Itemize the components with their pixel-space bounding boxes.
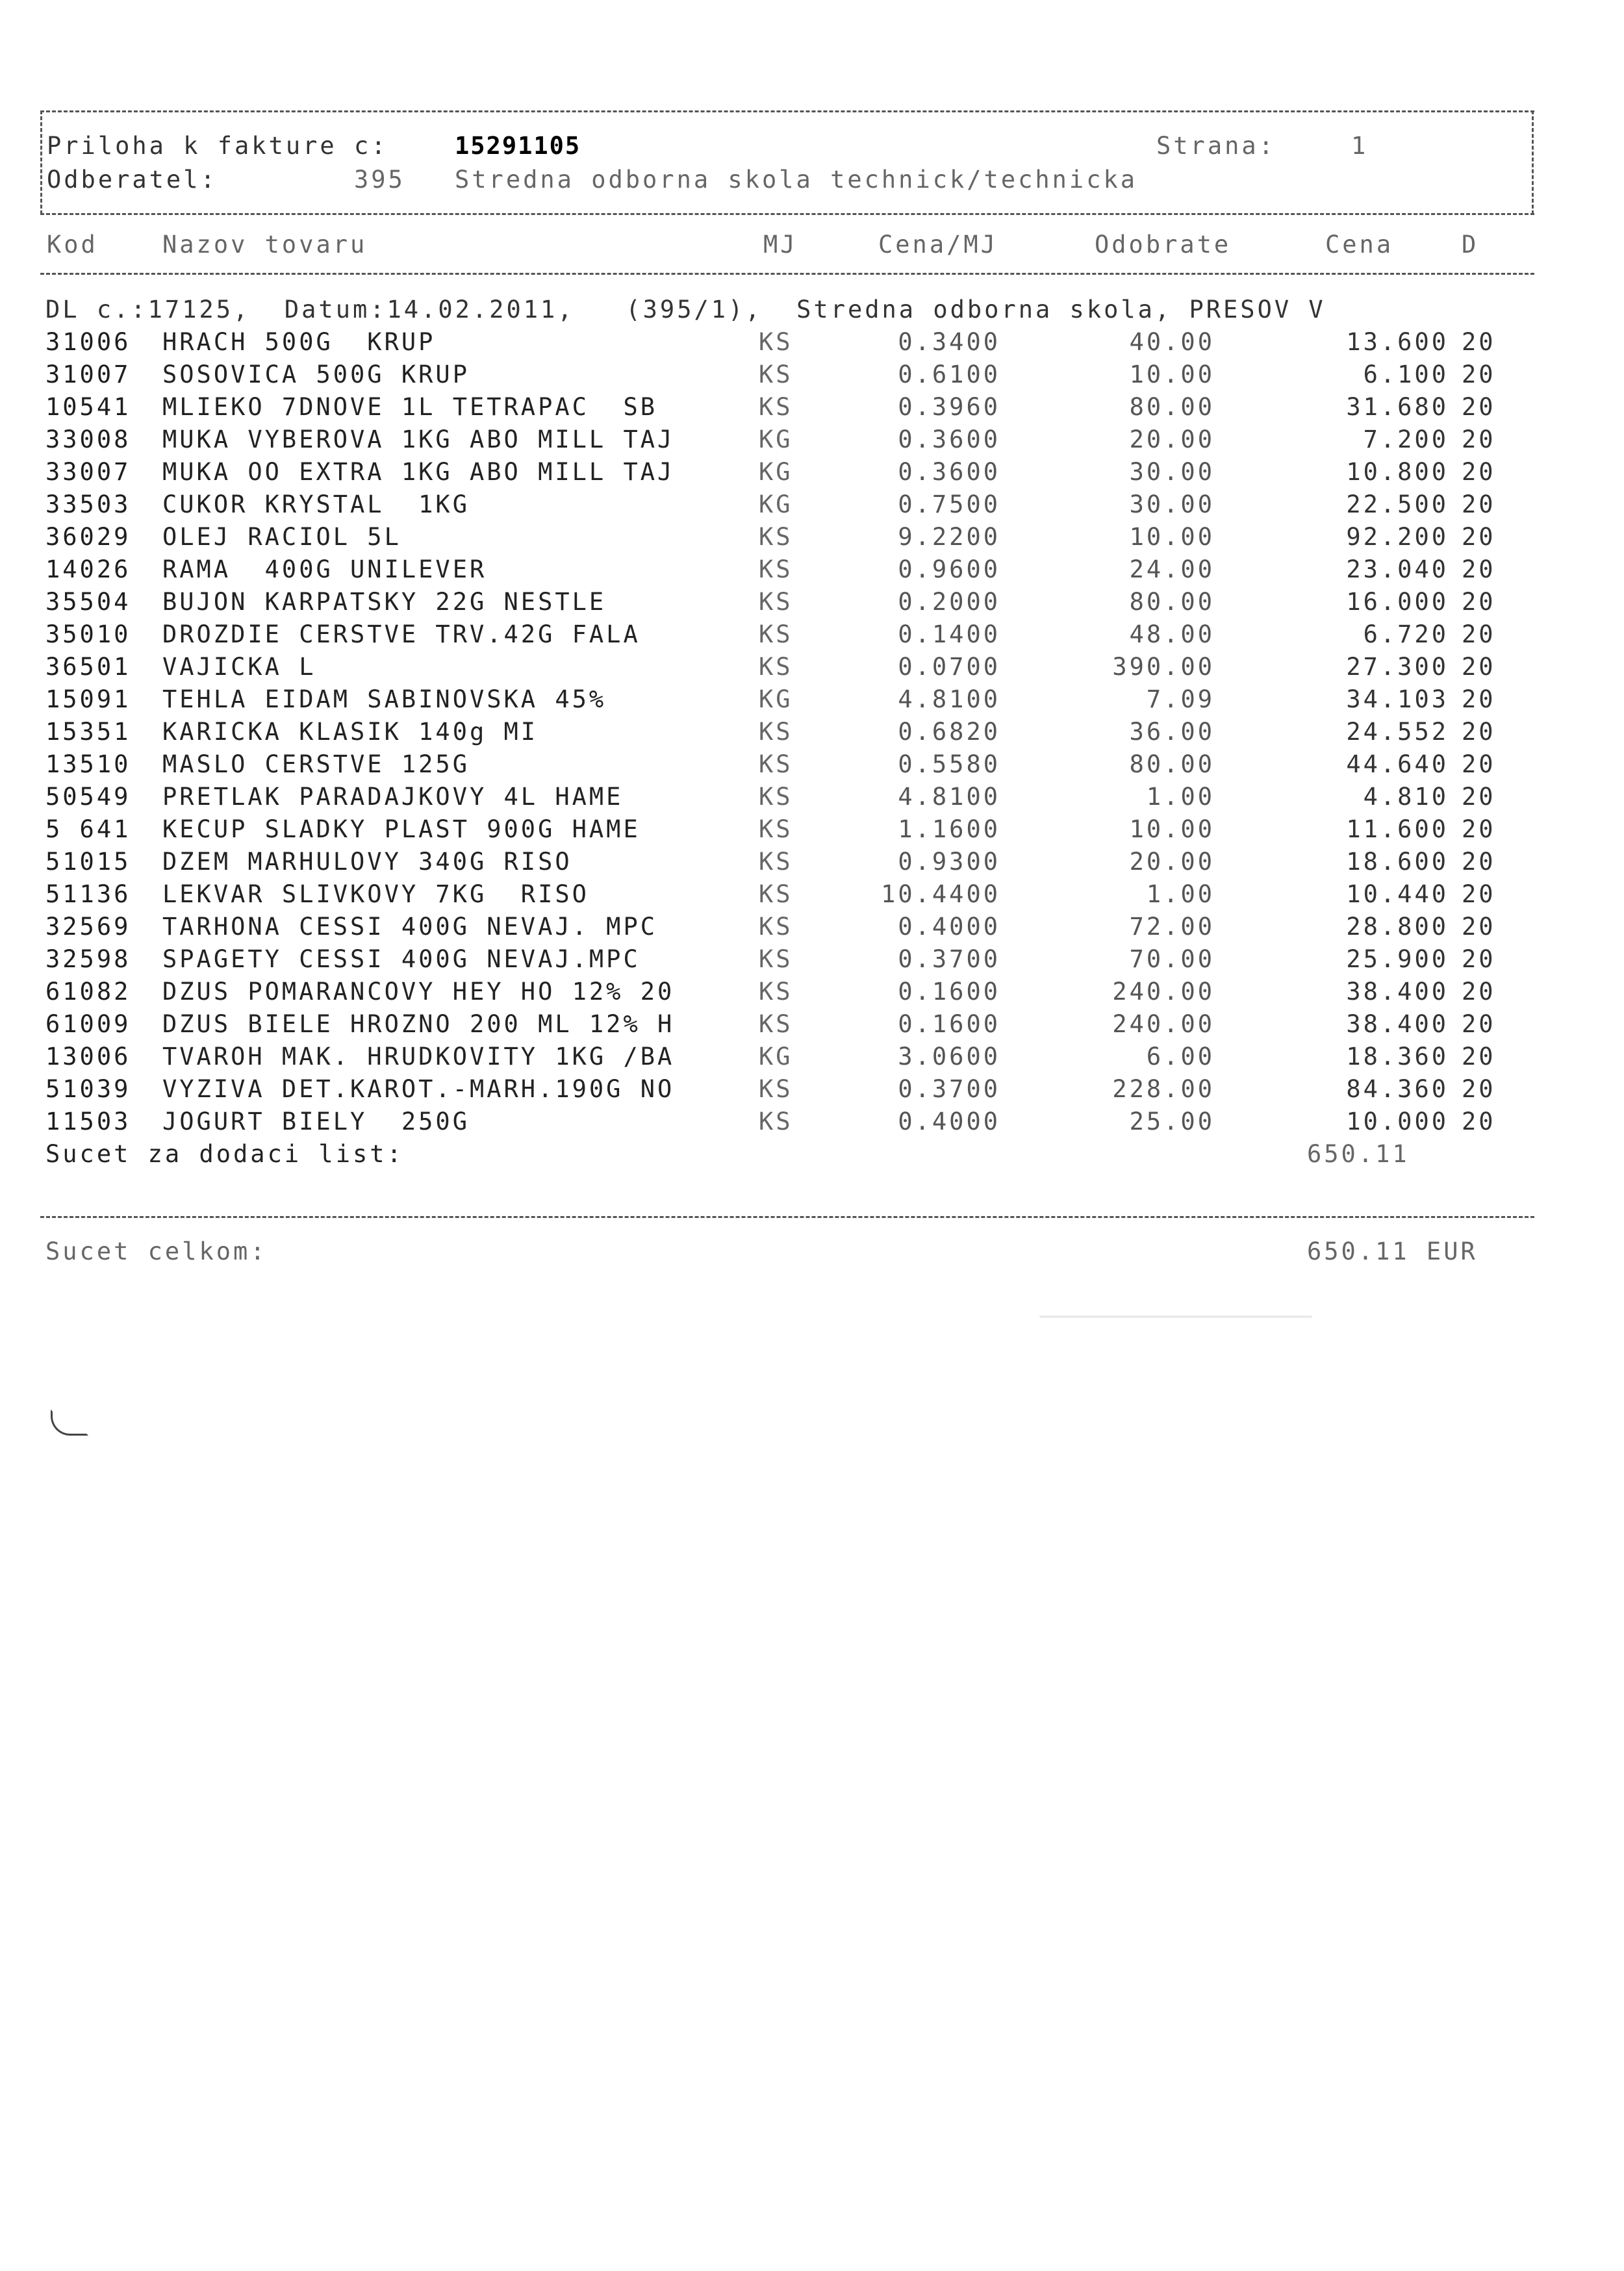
item-quantity: 10.00 [1129, 815, 1215, 843]
item-unit: KS [759, 1108, 793, 1136]
item-unit-price: 0.1600 [898, 1010, 1000, 1038]
item-quantity: 20.00 [1129, 848, 1215, 876]
table-row [0, 683, 1624, 716]
col-header-quantity: Odobrate [1095, 231, 1232, 259]
item-quantity: 30.00 [1129, 490, 1215, 518]
item-name: VYZIVA DET.KAROT.-MARH.190G NO [162, 1075, 675, 1103]
table-row [0, 976, 1624, 1008]
item-code: 35504 [45, 588, 131, 616]
item-unit-price: 0.3700 [898, 1075, 1000, 1103]
item-vat: 20 [1462, 1043, 1496, 1071]
item-price: 24.552 [1346, 718, 1449, 746]
item-name: HRACH 500G KRUP [162, 328, 436, 356]
item-name: JOGURT BIELY 250G [162, 1108, 470, 1136]
item-price: 22.500 [1346, 490, 1449, 518]
header-bottom-border [40, 213, 1534, 215]
item-unit: KS [759, 783, 793, 811]
item-unit: KG [759, 458, 793, 486]
item-name: DROZDIE CERSTVE TRV.42G FALA [162, 620, 641, 648]
table-row [0, 813, 1624, 846]
subtotal-label: Sucet za dodaci list: [45, 1140, 404, 1168]
item-unit: KS [759, 620, 793, 648]
title-label: Priloha k fakture c: [47, 132, 388, 160]
col-header-name: Nazov tovaru [162, 231, 368, 259]
item-unit-price: 3.0600 [898, 1043, 1000, 1071]
table-row [0, 521, 1624, 553]
table-row [0, 424, 1624, 456]
header-left-border [40, 110, 42, 214]
item-unit-price: 0.2000 [898, 588, 1000, 616]
item-price: 84.360 [1346, 1075, 1449, 1103]
scan-smudge [1039, 1315, 1312, 1318]
item-code: 61009 [45, 1010, 131, 1038]
item-code: 32569 [45, 913, 131, 941]
item-unit-price: 4.8100 [898, 685, 1000, 713]
item-quantity: 390.00 [1112, 653, 1215, 681]
item-code: 61082 [45, 978, 131, 1006]
item-code: 50549 [45, 783, 131, 811]
item-price: 6.720 [1363, 620, 1449, 648]
table-row [0, 586, 1624, 618]
item-unit: KS [759, 848, 793, 876]
item-price: 7.200 [1363, 425, 1449, 453]
item-unit-price: 0.3600 [898, 458, 1000, 486]
item-vat: 20 [1462, 750, 1496, 778]
item-price: 16.000 [1346, 588, 1449, 616]
item-name: MUKA OO EXTRA 1KG ABO MILL TAJ [162, 458, 675, 486]
table-row [0, 391, 1624, 424]
item-unit: KG [759, 1043, 793, 1071]
table-row [0, 553, 1624, 586]
col-header-unit: MJ [763, 231, 798, 259]
item-price: 10.000 [1346, 1108, 1449, 1136]
col-header-unit-price: Cena/MJ [878, 231, 998, 259]
total-divider [40, 1216, 1534, 1218]
item-quantity: 40.00 [1129, 328, 1215, 356]
item-name: PRETLAK PARADAJKOVY 4L HAME [162, 783, 624, 811]
table-row [0, 1106, 1624, 1138]
item-quantity: 80.00 [1129, 588, 1215, 616]
item-vat: 20 [1462, 588, 1496, 616]
item-unit: KS [759, 880, 793, 908]
item-unit-price: 10.4400 [881, 880, 1000, 908]
table-row [0, 748, 1624, 781]
item-quantity: 20.00 [1129, 425, 1215, 453]
item-price: 31.680 [1346, 393, 1449, 421]
item-code: 51136 [45, 880, 131, 908]
item-unit-price: 0.1600 [898, 978, 1000, 1006]
item-price: 10.440 [1346, 880, 1449, 908]
item-price: 11.600 [1346, 815, 1449, 843]
header-top-border [40, 110, 1534, 112]
item-vat: 20 [1462, 328, 1496, 356]
item-code: 15351 [45, 718, 131, 746]
item-unit: KS [759, 328, 793, 356]
table-row [0, 1041, 1624, 1073]
item-vat: 20 [1462, 490, 1496, 518]
table-row [0, 618, 1624, 651]
item-unit-price: 0.6820 [898, 718, 1000, 746]
item-unit-price: 4.8100 [898, 783, 1000, 811]
total-label: Sucet celkom: [45, 1237, 268, 1265]
pen-mark [51, 1410, 88, 1436]
item-quantity: 6.00 [1146, 1043, 1215, 1071]
item-unit-price: 0.3700 [898, 945, 1000, 973]
item-name: DZUS POMARANCOVY HEY HO 12% 20 [162, 978, 675, 1006]
item-quantity: 228.00 [1112, 1075, 1215, 1103]
item-price: 18.360 [1346, 1043, 1449, 1071]
table-row [0, 456, 1624, 488]
item-code: 15091 [45, 685, 131, 713]
item-unit: KS [759, 523, 793, 551]
item-price: 27.300 [1346, 653, 1449, 681]
item-unit: KG [759, 490, 793, 518]
item-unit-price: 0.4000 [898, 1108, 1000, 1136]
item-unit: KS [759, 750, 793, 778]
item-vat: 20 [1462, 361, 1496, 388]
table-row [0, 1008, 1624, 1041]
item-unit-price: 9.2200 [898, 523, 1000, 551]
item-unit: KS [759, 653, 793, 681]
col-header-code: Kod [47, 231, 98, 259]
item-price: 4.810 [1363, 783, 1449, 811]
header-right-border [1532, 110, 1534, 214]
item-unit: KS [759, 718, 793, 746]
invoice-number: 15291105 [455, 132, 581, 160]
item-quantity: 7.09 [1146, 685, 1215, 713]
item-name: BUJON KARPATSKY 22G NESTLE [162, 588, 607, 616]
item-vat: 20 [1462, 783, 1496, 811]
item-price: 25.900 [1346, 945, 1449, 973]
item-unit: KS [759, 1010, 793, 1038]
item-code: 14026 [45, 555, 131, 583]
item-name: DZEM MARHULOVY 340G RISO [162, 848, 572, 876]
total-value: 650.11 EUR [1307, 1237, 1478, 1265]
table-row [0, 1073, 1624, 1106]
item-vat: 20 [1462, 1075, 1496, 1103]
item-vat: 20 [1462, 393, 1496, 421]
item-unit: KS [759, 555, 793, 583]
item-price: 13.600 [1346, 328, 1449, 356]
item-code: 5 641 [45, 815, 131, 843]
item-price: 92.200 [1346, 523, 1449, 551]
item-quantity: 240.00 [1112, 978, 1215, 1006]
item-price: 18.600 [1346, 848, 1449, 876]
customer-label: Odberatel: [47, 166, 218, 194]
customer-id: 395 [354, 166, 405, 194]
item-code: 51039 [45, 1075, 131, 1103]
item-name: OLEJ RACIOL 5L [162, 523, 401, 551]
item-price: 34.103 [1346, 685, 1449, 713]
item-name: TEHLA EIDAM SABINOVSKA 45% [162, 685, 607, 713]
item-code: 33008 [45, 425, 131, 453]
item-vat: 20 [1462, 978, 1496, 1006]
item-name: CUKOR KRYSTAL 1KG [162, 490, 470, 518]
item-unit-price: 0.7500 [898, 490, 1000, 518]
item-quantity: 240.00 [1112, 1010, 1215, 1038]
item-vat: 20 [1462, 945, 1496, 973]
table-row [0, 326, 1624, 359]
item-quantity: 36.00 [1129, 718, 1215, 746]
item-unit: KS [759, 588, 793, 616]
table-row [0, 716, 1624, 748]
item-name: TARHONA CESSI 400G NEVAJ. MPC [162, 913, 658, 941]
item-quantity: 10.00 [1129, 361, 1215, 388]
item-unit: KG [759, 425, 793, 453]
item-vat: 20 [1462, 653, 1496, 681]
col-header-vat: D [1462, 231, 1479, 259]
item-unit: KS [759, 1075, 793, 1103]
item-vat: 20 [1462, 913, 1496, 941]
item-price: 28.800 [1346, 913, 1449, 941]
item-unit: KS [759, 361, 793, 388]
table-row [0, 878, 1624, 911]
subtotal-value: 650.11 [1307, 1140, 1410, 1168]
item-unit-price: 0.4000 [898, 913, 1000, 941]
item-unit: KS [759, 913, 793, 941]
item-quantity: 70.00 [1129, 945, 1215, 973]
item-name: KECUP SLADKY PLAST 900G HAME [162, 815, 641, 843]
item-quantity: 80.00 [1129, 750, 1215, 778]
item-name: SPAGETY CESSI 400G NEVAJ.MPC [162, 945, 641, 973]
item-quantity: 1.00 [1146, 880, 1215, 908]
item-price: 38.400 [1346, 978, 1449, 1006]
item-code: 31007 [45, 361, 131, 388]
item-unit: KS [759, 978, 793, 1006]
item-code: 33007 [45, 458, 131, 486]
item-quantity: 10.00 [1129, 523, 1215, 551]
item-code: 10541 [45, 393, 131, 421]
item-name: MASLO CERSTVE 125G [162, 750, 470, 778]
customer-name: Stredna odborna skola technick/technicka [455, 166, 1138, 194]
item-unit-price: 1.1600 [898, 815, 1000, 843]
item-code: 51015 [45, 848, 131, 876]
item-code: 13006 [45, 1043, 131, 1071]
item-quantity: 48.00 [1129, 620, 1215, 648]
item-code: 13510 [45, 750, 131, 778]
item-code: 33503 [45, 490, 131, 518]
item-vat: 20 [1462, 718, 1496, 746]
item-unit-price: 0.9300 [898, 848, 1000, 876]
item-unit-price: 0.3400 [898, 328, 1000, 356]
item-unit-price: 0.1400 [898, 620, 1000, 648]
table-row [0, 651, 1624, 683]
item-name: DZUS BIELE HROZNO 200 ML 12% H [162, 1010, 675, 1038]
item-code: 35010 [45, 620, 131, 648]
item-vat: 20 [1462, 848, 1496, 876]
item-code: 31006 [45, 328, 131, 356]
item-unit-price: 0.9600 [898, 555, 1000, 583]
item-vat: 20 [1462, 815, 1496, 843]
item-vat: 20 [1462, 880, 1496, 908]
item-quantity: 1.00 [1146, 783, 1215, 811]
item-vat: 20 [1462, 1108, 1496, 1136]
item-name: TVAROH MAK. HRUDKOVITY 1KG /BA [162, 1043, 675, 1071]
column-header-divider [40, 273, 1534, 275]
item-unit-price: 0.3600 [898, 425, 1000, 453]
item-name: RAMA 400G UNILEVER [162, 555, 487, 583]
item-price: 23.040 [1346, 555, 1449, 583]
item-quantity: 24.00 [1129, 555, 1215, 583]
item-price: 44.640 [1346, 750, 1449, 778]
table-row [0, 488, 1624, 521]
item-unit-price: 0.0700 [898, 653, 1000, 681]
table-row [0, 359, 1624, 391]
delivery-note-line: DL c.:17125, Datum:14.02.2011, (395/1), Stredna odborna skola, PRESOV V [45, 296, 1326, 324]
table-row [0, 781, 1624, 813]
item-quantity: 25.00 [1129, 1108, 1215, 1136]
item-vat: 20 [1462, 458, 1496, 486]
item-name: SOSOVICA 500G KRUP [162, 361, 470, 388]
item-code: 36501 [45, 653, 131, 681]
item-price: 10.800 [1346, 458, 1449, 486]
item-name: LEKVAR SLIVKOVY 7KG RISO [162, 880, 589, 908]
item-vat: 20 [1462, 523, 1496, 551]
item-quantity: 80.00 [1129, 393, 1215, 421]
item-code: 36029 [45, 523, 131, 551]
item-code: 32598 [45, 945, 131, 973]
item-name: MUKA VYBEROVA 1KG ABO MILL TAJ [162, 425, 675, 453]
item-vat: 20 [1462, 620, 1496, 648]
col-header-price: Cena [1325, 231, 1394, 259]
item-quantity: 72.00 [1129, 913, 1215, 941]
item-unit-price: 0.3960 [898, 393, 1000, 421]
item-price: 38.400 [1346, 1010, 1449, 1038]
item-vat: 20 [1462, 425, 1496, 453]
item-name: KARICKA KLASIK 140g MI [162, 718, 539, 746]
item-vat: 20 [1462, 685, 1496, 713]
item-price: 6.100 [1363, 361, 1449, 388]
page-number: 1 [1351, 132, 1369, 160]
table-row [0, 846, 1624, 878]
item-code: 11503 [45, 1108, 131, 1136]
page-label: Strana: [1156, 132, 1276, 160]
item-name: MLIEKO 7DNOVE 1L TETRAPAC SB [162, 393, 658, 421]
item-vat: 20 [1462, 1010, 1496, 1038]
item-unit: KS [759, 945, 793, 973]
table-row [0, 911, 1624, 943]
item-name: VAJICKA L [162, 653, 316, 681]
item-unit: KG [759, 685, 793, 713]
item-unit: KS [759, 393, 793, 421]
table-row [0, 943, 1624, 976]
item-unit-price: 0.6100 [898, 361, 1000, 388]
item-vat: 20 [1462, 555, 1496, 583]
item-unit: KS [759, 815, 793, 843]
item-quantity: 30.00 [1129, 458, 1215, 486]
item-unit-price: 0.5580 [898, 750, 1000, 778]
